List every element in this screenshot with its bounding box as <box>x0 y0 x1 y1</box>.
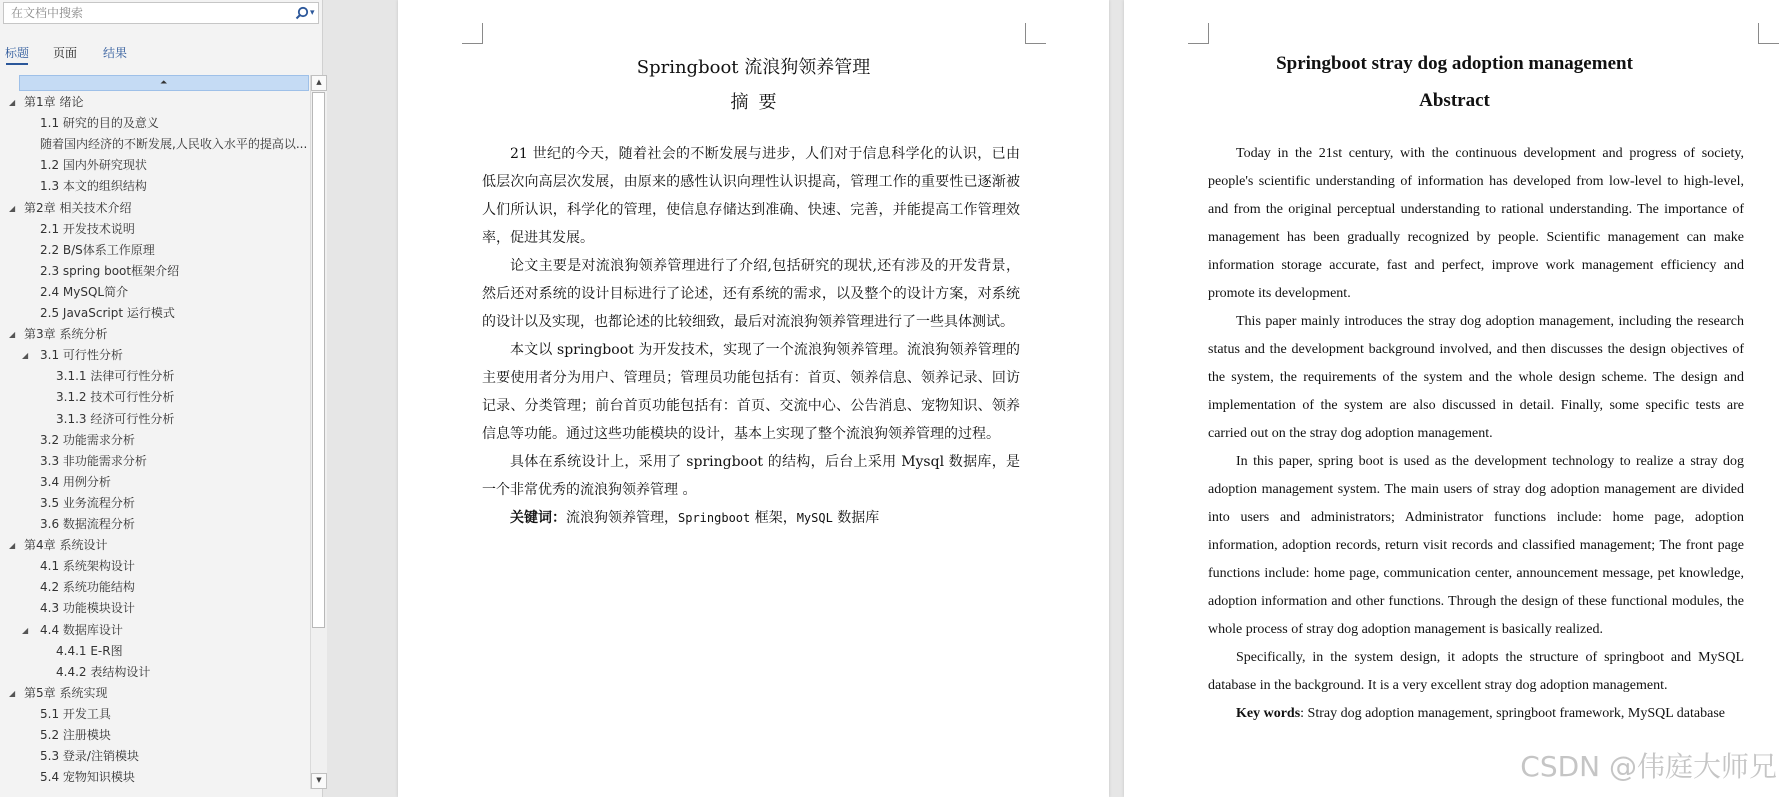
chinese-title: Springboot 流浪狗领养管理 <box>636 57 871 78</box>
tree-item[interactable] <box>0 577 308 598</box>
page-corner-mark <box>1188 23 1209 44</box>
keyword: Springboot <box>678 511 751 525</box>
tree-item[interactable] <box>0 92 308 113</box>
tree-collapse-bar[interactable] <box>19 75 309 91</box>
tree-item-label: 3.5 业务流程分析 <box>40 495 135 510</box>
keywords-label: Key words <box>1236 706 1301 721</box>
tree-item-label: 4.1 系统架构设计 <box>40 559 135 574</box>
tree-item[interactable] <box>0 219 308 240</box>
keyword: 流浪狗领养管理， <box>566 510 678 526</box>
tree-item[interactable] <box>0 746 308 767</box>
tree-item[interactable] <box>0 155 308 176</box>
tree-item-label: 3.3 非功能需求分析 <box>40 453 147 468</box>
tree-item[interactable] <box>0 641 308 662</box>
tree-item-label: 2.3 spring boot框架介绍 <box>40 263 180 278</box>
tree-item[interactable] <box>0 514 308 535</box>
search-icon[interactable] <box>295 6 309 20</box>
chinese-abstract-body <box>482 140 1020 532</box>
keyword: MySQL <box>796 511 833 525</box>
tree-item-label: 5.4 宠物知识模块 <box>40 770 135 785</box>
document-page-chinese-abstract <box>398 0 1109 797</box>
tree-item-label: 4.4.2 表结构设计 <box>56 664 151 679</box>
expand-collapse-icon[interactable]: ◢ <box>9 203 16 213</box>
english-title: Springboot stray dog adoption management <box>1276 53 1633 74</box>
navigation-pane <box>0 0 323 797</box>
abstract-paragraph: In this paper, spring boot is used as the development technology to realize a stray dog adoption management system. The main users of stray dog adoption management are divided into users and administrators; Administrator functions include: home page, adoption information, adoption records, return visit records and classified management; The front page functions include: home page, communication center, announcement message, pet knowledge, adoption information and other functions. Through the design of these functional modules, the whole process of stray dog adoption management is basically realized. <box>1208 454 1744 637</box>
tree-item-label: 4.3 功能模块设计 <box>40 601 135 616</box>
keywords-line <box>482 504 1020 532</box>
tree-item-label: 4.4 数据库设计 <box>40 622 123 637</box>
expand-collapse-icon[interactable]: ◢ <box>22 625 29 635</box>
tree-item[interactable] <box>0 662 308 683</box>
tree-item-label: 第1章 绪论 <box>24 95 84 109</box>
tree-item[interactable] <box>0 493 308 514</box>
keywords-text: : Stray dog adoption management, springboot framework, MySQL database <box>1300 706 1726 721</box>
heading-tree <box>0 92 309 792</box>
abstract-paragraph: Today in the 21st century, with the continuous development and progress of society, people's scientific understanding of information has developed from low-level to high-level, and from the original perceptual understanding to rational understanding. The importance of management has been gradually recognized by people. Scientific management can make information storage accurate, fast and perfect, improve work management efficiency and promote its development. <box>1208 146 1744 301</box>
tree-item-label: 2.1 开发技术说明 <box>40 221 135 236</box>
tree-item-label: 3.1 可行性分析 <box>40 348 123 363</box>
abstract-paragraph: This paper mainly introduces the stray dog adoption management, including the research status and the development background involved, and then discusses the design objectives of the system, the requirements of the system and the whole design scheme. The design and implementation of the system are also discussed in detail. Finally, some specific tests are carried out on the stray dog adoption management. <box>1208 314 1744 441</box>
tree-item[interactable] <box>0 387 308 408</box>
collapse-all-icon[interactable]: ⏶ <box>160 78 168 88</box>
page-corner-mark <box>462 23 483 44</box>
expand-collapse-icon[interactable]: ◢ <box>9 98 16 107</box>
nav-scrollbar[interactable] <box>310 75 327 789</box>
abstract-paragraph: 论文主要是对流浪狗领养管理进行了介绍,包括研究的现状,还有涉及的开发背景，然后还对系统的设计目标进行了论述，还有系统的需求，以及整个的设计方案，对系统的设计以及实现，也都论述的比较细致，最后对流浪狗领养管理进行了一些具体测试。 <box>482 258 1020 330</box>
tree-item[interactable] <box>0 598 308 619</box>
abstract-paragraph: Specifically, in the system design, it adopts the structure of springboot and MySQL database in the background. It is a very excellent stray dog adoption management. <box>1208 650 1744 693</box>
tree-item[interactable] <box>0 620 308 641</box>
tree-item[interactable] <box>0 556 308 577</box>
tree-item-label: 1.1 研究的目的及意义 <box>40 116 159 131</box>
tab-headings[interactable]: 标题 <box>5 46 30 60</box>
scrollbar-thumb[interactable] <box>312 92 325 628</box>
keyword: 数据库 <box>832 510 880 526</box>
tree-item-label: 3.1.2 技术可行性分析 <box>56 390 175 405</box>
tree-item[interactable] <box>0 409 308 430</box>
tree-item[interactable] <box>0 366 308 387</box>
tree-item[interactable] <box>0 303 308 324</box>
csdn-watermark: CSDN @伟庭大师兄 <box>1520 750 1777 783</box>
tree-item-label: 2.2 B/S体系工作原理 <box>40 242 155 257</box>
tree-item-label: 3.4 用例分析 <box>40 474 111 489</box>
expand-collapse-icon[interactable]: ◢ <box>9 330 16 340</box>
tree-item-label: 3.1.3 经济可行性分析 <box>56 411 175 426</box>
scroll-up-arrow-icon[interactable]: ▲ <box>311 75 327 91</box>
scroll-down-arrow-icon[interactable]: ▼ <box>311 773 327 789</box>
tree-item[interactable] <box>0 683 308 704</box>
active-tab-indicator <box>6 63 28 65</box>
tree-item-label: 1.3 本文的组织结构 <box>40 179 147 194</box>
tree-item-label: 4.2 系统功能结构 <box>40 580 135 595</box>
tree-item[interactable] <box>0 198 308 219</box>
expand-collapse-icon[interactable]: ◢ <box>22 351 29 361</box>
nav-tabs <box>0 42 322 64</box>
tree-item-label: 第5章 系统实现 <box>24 685 108 700</box>
page-corner-mark <box>1025 23 1046 44</box>
tree-item-label: 2.4 MySQL简介 <box>40 284 129 299</box>
search-input[interactable] <box>4 3 284 23</box>
tree-item-label: 5.2 注册模块 <box>40 728 111 742</box>
document-page-english-abstract <box>1124 0 1785 797</box>
search-options-chevron-icon[interactable]: ▾ <box>310 8 315 18</box>
abstract-paragraph: 21 世纪的今天，随着社会的不断发展与进步，人们对于信息科学化的认识，已由低层次向高层次发展，由原来的感性认识向理性认识提高，管理工作的重要性已逐渐被人们所认识，科学化的管理，使信息存储达到准确、快速、完善，并能提高工作管理效率，促进其发展。 <box>482 146 1020 246</box>
tree-item-label: 4.4.1 E-R图 <box>56 643 123 658</box>
tree-item-label: 1.2 国内外研究现状 <box>40 158 147 173</box>
tree-item-label: 3.6 数据流程分析 <box>40 517 135 531</box>
tree-item[interactable] <box>0 725 308 746</box>
tree-item[interactable] <box>0 324 308 345</box>
expand-collapse-icon[interactable]: ◢ <box>9 688 16 698</box>
tree-item[interactable] <box>0 472 308 493</box>
search-box <box>3 2 319 24</box>
tree-item[interactable] <box>0 261 308 282</box>
tree-item[interactable] <box>0 535 308 556</box>
english-abstract-body <box>1208 140 1744 728</box>
tree-item[interactable] <box>0 113 308 134</box>
tree-item-label: 5.1 开发工具 <box>40 706 111 721</box>
tree-item-label: 3.1.1 法律可行性分析 <box>56 369 175 384</box>
tree-item-label: 随着国内经济的不断发展,人民收入水平的提高以... <box>40 137 308 152</box>
expand-collapse-icon[interactable]: ◢ <box>9 541 16 551</box>
tree-item-label: 5.3 登录/注销模块 <box>40 749 139 764</box>
tree-item[interactable] <box>0 704 308 725</box>
tree-item-label: 第3章 系统分析 <box>24 327 108 342</box>
tree-item-label: 第2章 相关技术介绍 <box>24 200 132 215</box>
tree-item[interactable] <box>0 134 308 155</box>
tree-item[interactable] <box>0 176 308 197</box>
abstract-paragraph: 本文以 springboot 为开发技术，实现了一个流浪狗领养管理。流浪狗领养管理的主要使用者分为用户、管理员；管理员功能包括有：首页、领养信息、领养记录、回访记录、分类管理；前台首页功能包括有：首页、交流中心、公告消息、宠物知识、领养信息等功能。通过这些功能模块的设计，基本上实现了整个流浪狗领养管理的过程。 <box>482 342 1020 442</box>
abstract-paragraph: 具体在系统设计上，采用了 springboot 的结构，后台上采用 Mysql 数据库，是一个非常优秀的流浪狗领养管理 。 <box>482 454 1020 498</box>
tree-item[interactable] <box>0 430 308 451</box>
keywords-label: 关键词： <box>510 510 566 526</box>
tree-item-label: 第4章 系统设计 <box>24 538 108 553</box>
english-abstract-heading: Abstract <box>1419 90 1490 111</box>
tree-item[interactable] <box>0 767 308 788</box>
keyword: 框架， <box>750 510 797 526</box>
tree-item[interactable] <box>0 451 308 472</box>
tree-item-label: 2.5 JavaScript 运行模式 <box>40 306 175 320</box>
tab-results[interactable]: 结果 <box>103 46 128 60</box>
page-corner-mark <box>1758 23 1779 44</box>
tab-pages[interactable]: 页面 <box>53 46 78 60</box>
tree-item[interactable] <box>0 345 308 366</box>
tree-item[interactable] <box>0 240 308 261</box>
tree-item-label: 3.2 功能需求分析 <box>40 432 135 447</box>
tree-item[interactable] <box>0 282 308 303</box>
keywords-line <box>1208 700 1744 728</box>
chinese-abstract-heading: 摘要 <box>730 92 787 113</box>
